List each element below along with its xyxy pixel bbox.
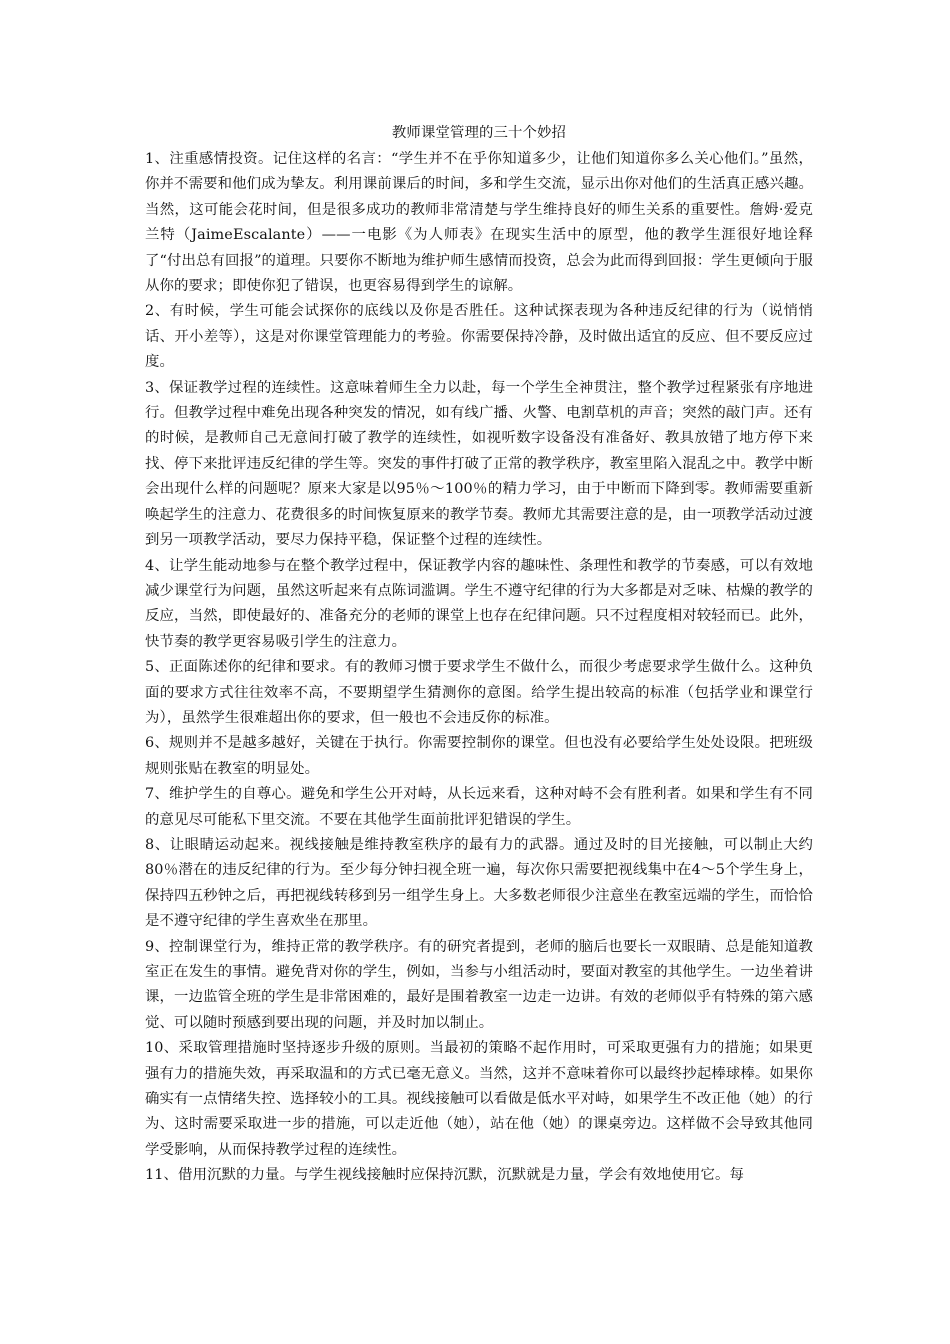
paragraph-9: 9、控制课堂行为，维持正常的教学秩序。有的研究者提到，老师的脑后也要长一双眼睛、总是能知道教室正在发生的事情。避免背对你的学生，例如，当参与小组活动时，要面对教室的其他学生。一边坐着讲课，一边监管全班的学生是非常困难的，最好是围着教室一边走一边讲。有效的老师似乎有特殊的第六感觉、可以随时预感到要出现的问题，并及时加以制止。 <box>145 938 813 1031</box>
paragraph-11: 11、借用沉默的力量。与学生视线接触时应保持沉默，沉默就是力量，学会有效地使用它。每 <box>145 1167 744 1184</box>
paragraph-4: 4、让学生能动地参与在整个教学过程中，保证教学内容的趣味性、条理性和教学的节奏感，可以有效地减少课堂行为问题，虽然这听起来有点陈词滥调。学生不遵守纪律的行为大多都是对乏味、枯燥的教学的反应，当然，即使最好的、准备充分的老师的课堂上也存在纪律问题。只不过程度相对较轻而已。此外，快节奏的教学更容易吸引学生的注意力。 <box>145 557 813 650</box>
document-page <box>145 120 813 1189</box>
paragraph-7: 7、维护学生的自尊心。避免和学生公开对峙，从长远来看，这种对峙不会有胜利者。如果和学生有不同的意见尽可能私下里交流。不要在其他学生面前批评犯错误的学生。 <box>145 786 813 828</box>
paragraph-6: 6、规则并不是越多越好，关键在于执行。你需要控制你的课堂。但也没有必要给学生处处设限。把班级规则张贴在教室的明显处。 <box>145 735 813 777</box>
paragraph-10: 10、采取管理措施时坚持逐步升级的原则。当最初的策略不起作用时，可采取更强有力的措施；如果更强有力的措施失效，再采取温和的方式已毫无意义。当然，这并不意味着你可以最终抄起棒球棒。如果你确实有一点情绪失控、选择较小的工具。视线接触可以看做是低水平对峙，如果学生不改正他（她）的行为、这时需要采取进一步的措施，可以走近他（她），站在他（她）的课桌旁边。这样做不会导致其他同学受影响，从而保持教学过程的连续性。 <box>145 1040 813 1158</box>
paragraph-5: 5、正面陈述你的纪律和要求。有的教师习惯于要求学生不做什么，而很少考虑要求学生做什么。这种负面的要求方式往往效率不高，不要期望学生猜测你的意图。给学生提出较高的标准（包括学业和课堂行为），虽然学生很难超出你的要求，但一般也不会违反你的标准。 <box>145 659 813 726</box>
paragraph-1: 1、注重感情投资。记住这样的名言：“学生并不在乎你知道多少，让他们知道你多么关心他们。”虽然，你并不需要和他们成为挚友。利用课前课后的时间，多和学生交流，显示出你对他们的生活真正感兴趣。当然，这可能会花时间，但是很多成功的教师非常清楚与学生维持良好的师生关系的重要性。詹姆·爱克兰特（JaimeEscalante）——一电影《为人师表》在现实生活中的原型，他的教学生涯很好地诠释了“付出总有回报”的道理。只要你不断地为维护师生感情而投资，总会为此而得到回报：学生更倾向于服从你的要求；即使你犯了错误，也更容易得到学生的谅解。 <box>145 151 813 295</box>
paragraph-3: 3、保证教学过程的连续性。这意味着师生全力以赴，每一个学生全神贯注，整个教学过程紧张有序地进行。但教学过程中难免出现各种突发的情况，如有线广播、火警、电割草机的声音；突然的敲门声。还有的时候，是教师自己无意间打破了教学的连续性，如视听数字设备没有准备好、教具放错了地方停下来找、停下来批评违反纪律的学生等。突发的事件打破了正常的教学秩序，教室里陷入混乱之中。教学中断会出现什么样的问题呢？原来大家是以95％～100％的精力学习，由于中断而下降到零。教师需要重新唤起学生的注意力、花费很多的时间恢复原来的教学节奏。教师尤其需要注意的是，由一项教学活动过渡到另一项教学活动，要尽力保持平稳，保证整个过程的连续性。 <box>145 379 813 549</box>
paragraph-2: 2、有时候，学生可能会试探你的底线以及你是否胜任。这种试探表现为各种违反纪律的行为（说悄悄话、开小差等），这是对你课堂管理能力的考验。你需要保持冷静，及时做出适宜的反应、但不要反应过度。 <box>145 303 813 371</box>
document-title: 教师课堂管理的三十个妙招 <box>391 125 567 141</box>
paragraph-8: 8、让眼睛运动起来。视线接触是维持教室秩序的最有力的武器。通过及时的目光接触，可以制止大约80％潜在的违反纪律的行为。至少每分钟扫视全班一遍，每次你只需要把视线集中在4～5个学生身上，保持四五秒钟之后，再把视线转移到另一组学生身上。大多数老师很少注意坐在教室远端的学生，而恰恰是不遵守纪律的学生喜欢坐在那里。 <box>145 836 813 930</box>
